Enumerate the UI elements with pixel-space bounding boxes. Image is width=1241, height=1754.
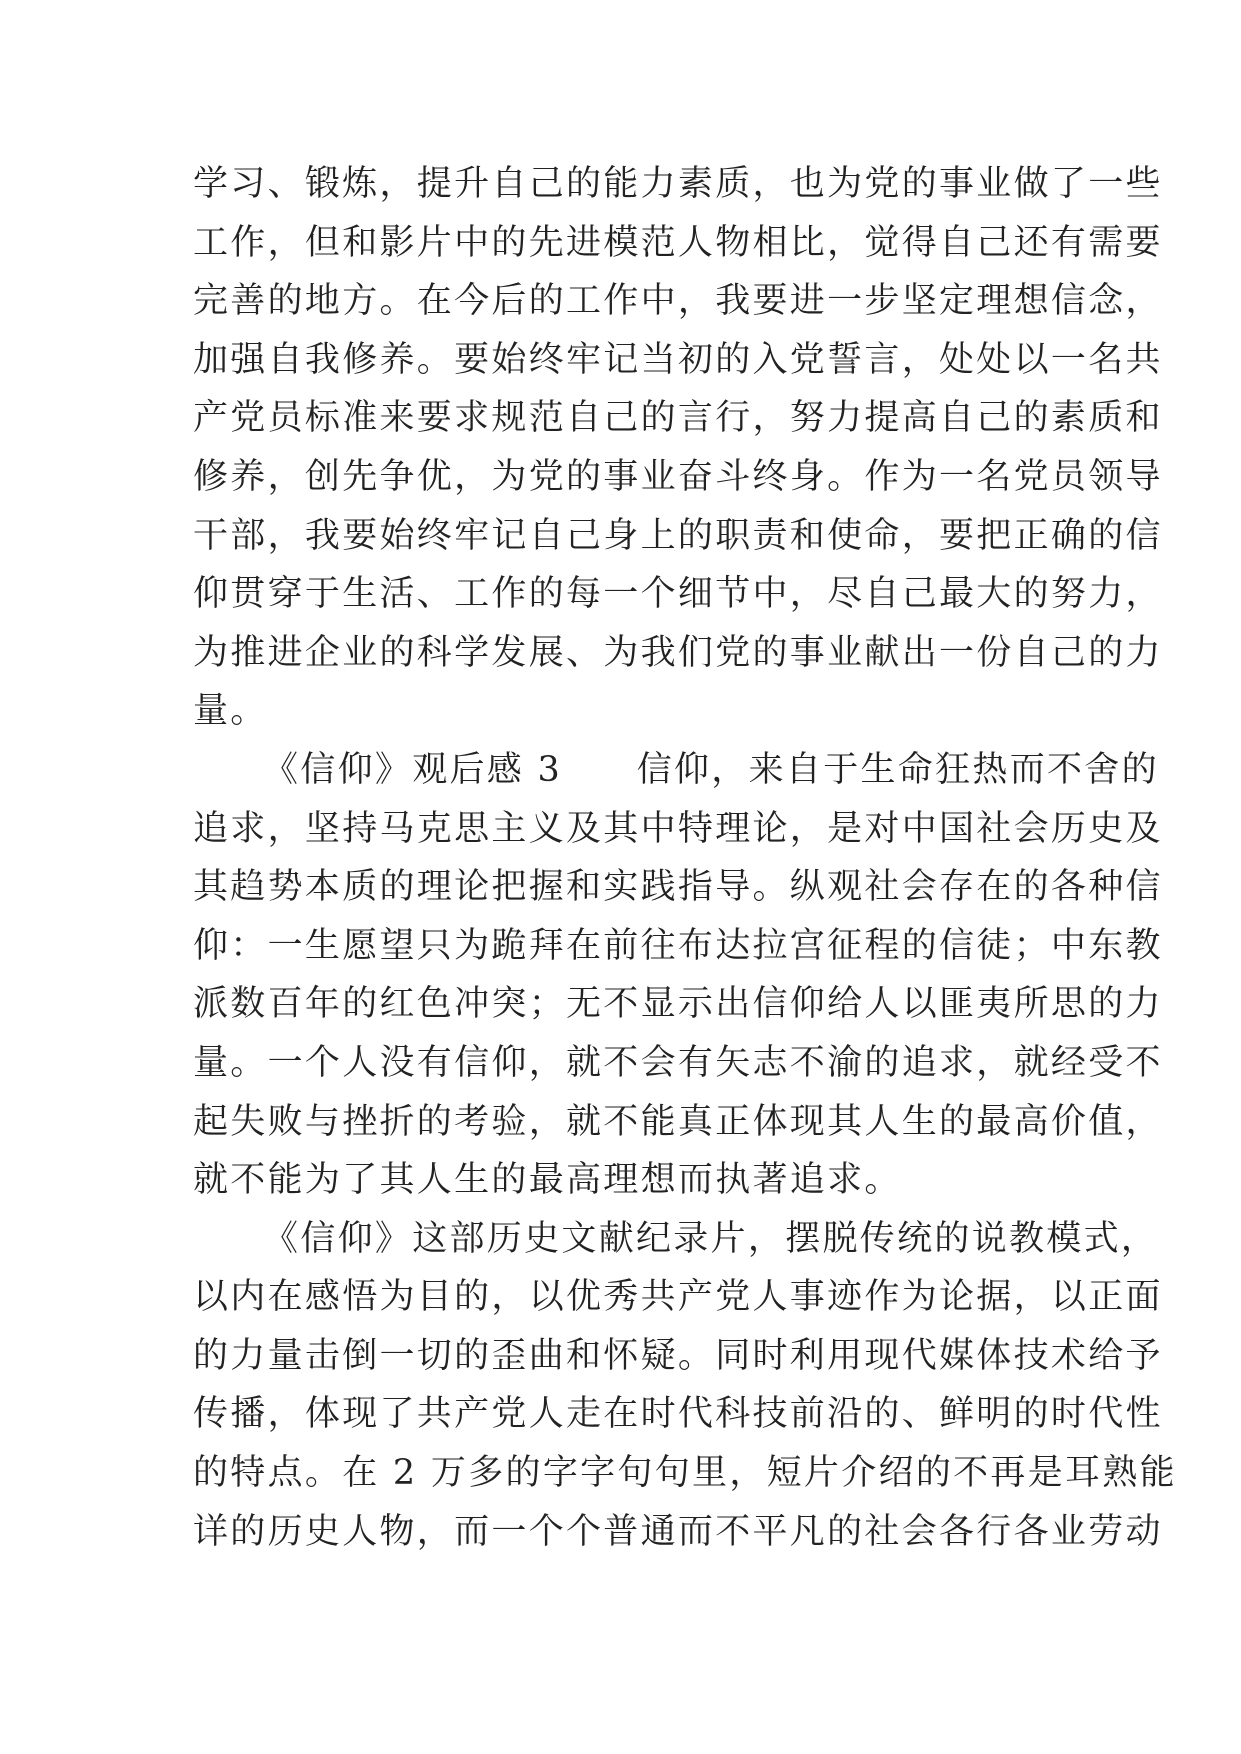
text-line: 《信仰》这部历史文献纪录片，摆脱传统的说教模式，: [263, 1218, 1159, 1259]
text-line: 学习、锻炼，提升自己的能力素质，也为党的事业做了一些: [193, 164, 1163, 204]
document-body: [193, 155, 1177, 1561]
text-line: 详的历史人物，而一个个普通而不平凡的社会各行各业劳动: [193, 1511, 1163, 1552]
text-line: 仰：一生愿望只为跪拜在前往布达拉宫征程的信徒；中东教: [193, 925, 1163, 966]
text-line: 起失败与挫折的考验，就不能真正体现其人生的最高价值，: [193, 1101, 1163, 1142]
text-line: 工作，但和影片中的先进模范人物相比，觉得自己还有需要: [193, 222, 1163, 263]
text-line: 量。一个人没有信仰，就不会有矢志不渝的追求，就经受不: [193, 1042, 1163, 1083]
text-line: 修养，创先争优，为党的事业奋斗终身。作为一名党员领导: [193, 456, 1163, 497]
text-line: 的力量击倒一切的歪曲和怀疑。同时利用现代媒体技术给予: [193, 1335, 1163, 1376]
text-line: 就不能为了其人生的最高理想而执著追求。: [193, 1160, 902, 1201]
text-line: 量。: [193, 691, 268, 732]
text-line: 为推进企业的科学发展、为我们党的事业献出一份自己的力: [193, 632, 1163, 673]
text-line: 仰贯穿于生活、工作的每一个细节中，尽自己最大的努力，: [193, 574, 1163, 615]
text-line: 派数百年的红色冲突；无不显示出信仰给人以匪夷所思的力: [193, 984, 1163, 1025]
text-line: 传播，体现了共产党人走在时代科技前沿的、鲜明的时代性: [193, 1394, 1163, 1435]
text-line: 以内在感悟为目的，以优秀共产党人事迹作为论据，以正面: [193, 1277, 1163, 1318]
text-line: 的特点。在 2 万多的字字句句里，短片介绍的不再是耳熟能: [193, 1453, 1177, 1494]
text-line: 其趋势本质的理论把握和实践指导。纵观社会存在的各种信: [193, 867, 1163, 908]
text-line: 追求，坚持马克思主义及其中特理论，是对中国社会历史及: [193, 808, 1163, 849]
text-line: 干部，我要始终牢记自己身上的职责和使命，要把正确的信: [193, 515, 1163, 556]
text-line: 产党员标准来要求规范自己的言行，努力提高自己的素质和: [193, 398, 1163, 439]
text-line: 加强自我修养。要始终牢记当初的入党誓言，处处以一名共: [193, 339, 1163, 380]
text-line: 《信仰》观后感 3 信仰，来自于生命狂热而不舍的: [263, 749, 1159, 790]
text-line: 完善的地方。在今后的工作中，我要进一步坚定理想信念，: [193, 281, 1163, 322]
